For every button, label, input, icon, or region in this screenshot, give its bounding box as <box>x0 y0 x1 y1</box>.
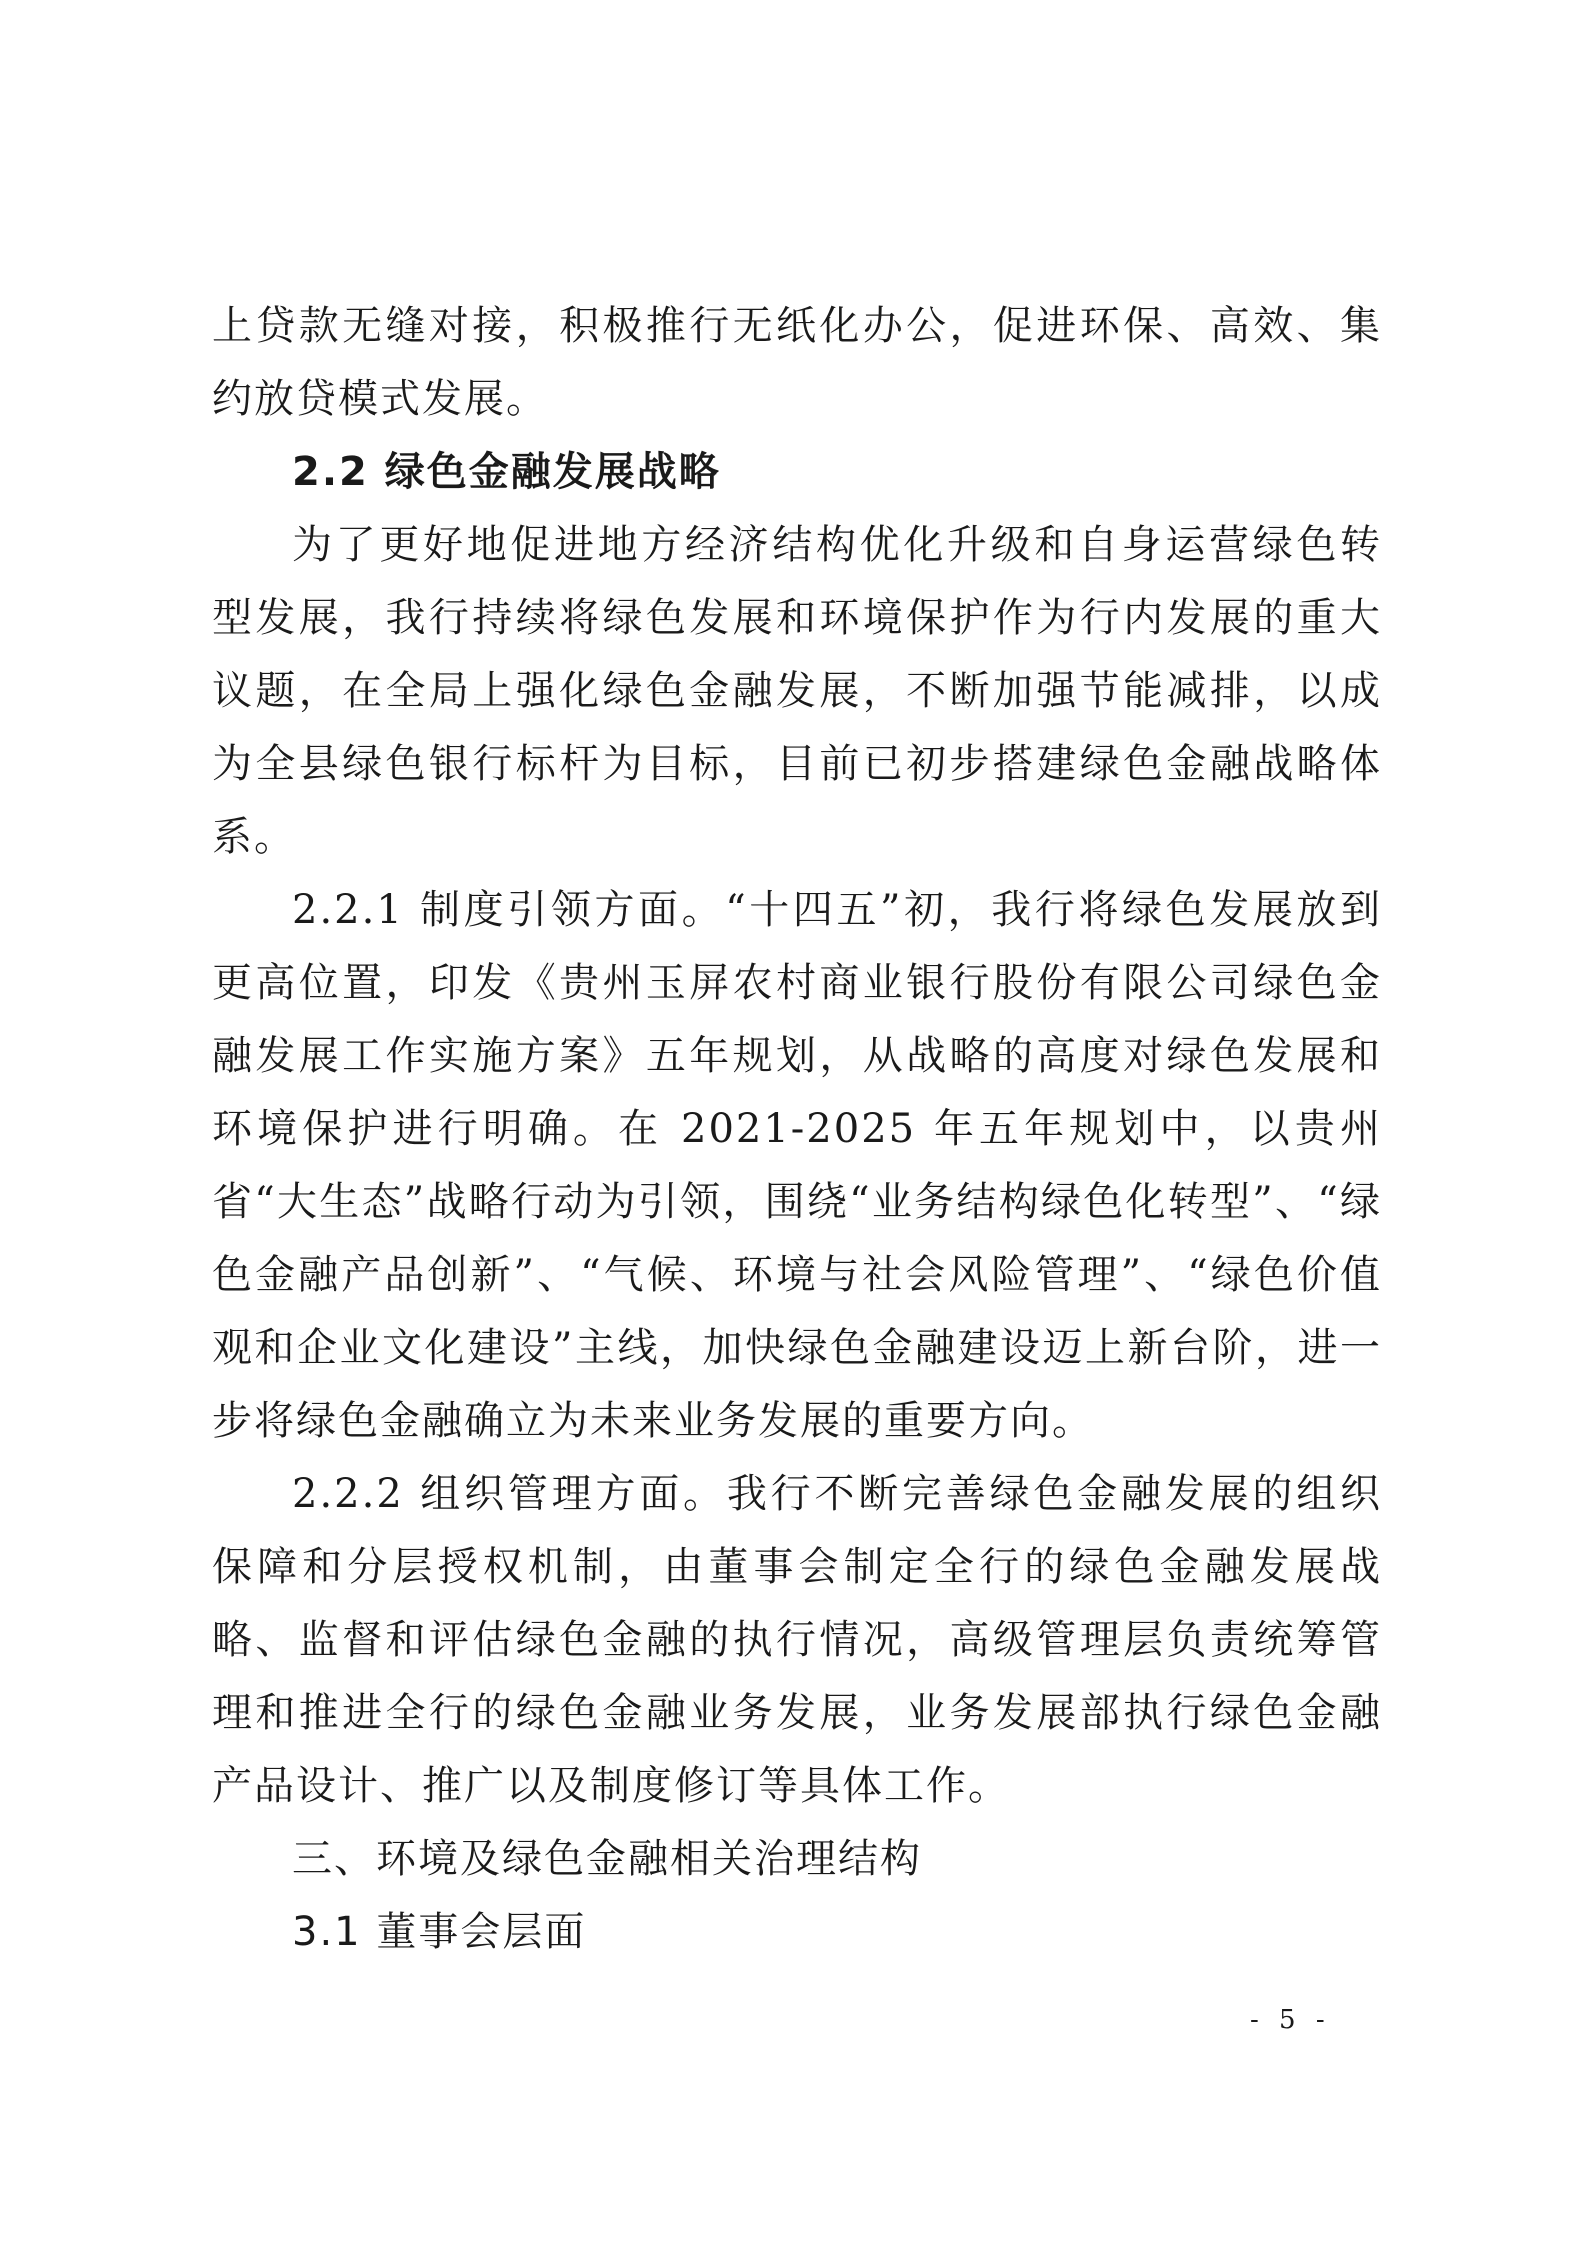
section-heading-2-2: 2.2 绿色金融发展战略 <box>292 449 721 495</box>
section-heading-3: 三、环境及绿色金融相关治理结构 <box>292 1836 922 1882</box>
paragraph-strategy-intro: 为了更好地促进地方经济结构优化升级和自身运营绿色转型发展，我行持续将绿色发展和环境保护作为行内发展的重大议题，在全局上强化绿色金融发展，不断加强节能减排，以成为全县绿色银行标杆为目标，目前已初步搭建绿色金融战略体系。 <box>212 522 1382 860</box>
paragraph-2-2-1: 2.2.1 制度引领方面。“十四五”初，我行将绿色发展放到更高位置，印发《贵州玉屏农村商业银行股份有限公司绿色金融发展工作实施方案》五年规划，从战略的高度对绿色发展和环境保护进行明确。在 2021-2025 年五年规划中，以贵州省“大生态”战略行动为引领，围绕“业务结构绿色化转型”、“绿色金融产品创新”、“气候、环境与社会风险管理”、“绿色价值观和企业文化建设”主线，加快绿色金融建设迈上新台阶，进一步将绿色金融确立为未来业务发展的重要方向。 <box>212 887 1382 1444</box>
page-number: - 5 - <box>1250 2005 1331 2035</box>
section-heading-3-1: 3.1 董事会层面 <box>292 1909 587 1955</box>
paragraph-2-2-2: 2.2.2 组织管理方面。我行不断完善绿色金融发展的组织保障和分层授权机制，由董事会制定全行的绿色金融发展战略、监督和评估绿色金融的执行情况，高级管理层负责统筹管理和推进全行的绿色金融业务发展，业务发展部执行绿色金融产品设计、推广以及制度修订等具体工作。 <box>212 1471 1382 1809</box>
paragraph-continuation: 上贷款无缝对接，积极推行无纸化办公，促进环保、高效、集约放贷模式发展。 <box>212 303 1382 422</box>
document-body <box>212 290 1382 1969</box>
